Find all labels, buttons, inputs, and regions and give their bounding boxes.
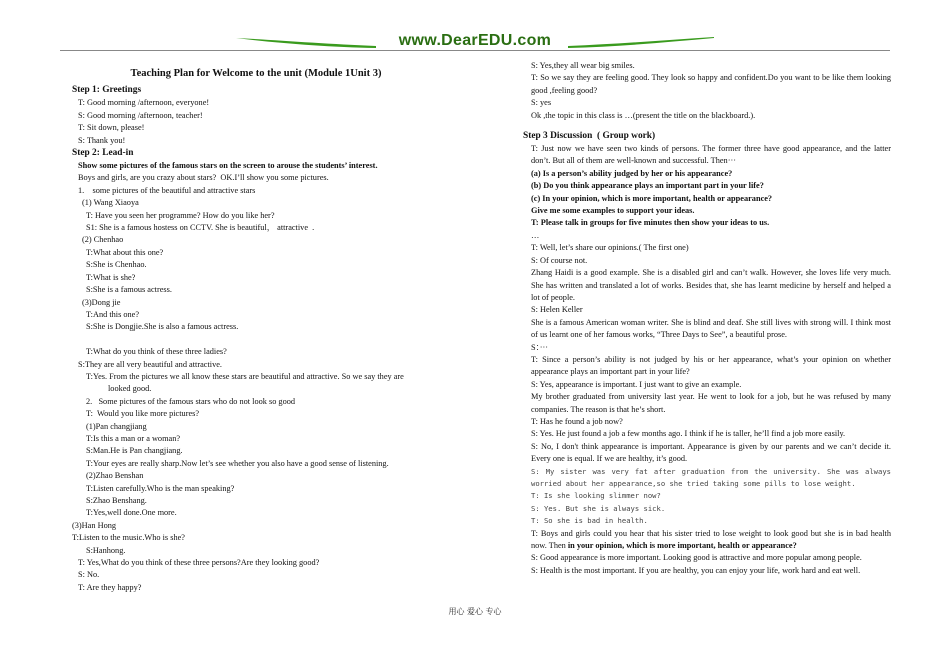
text-line: S: Yes, appearance is important. I just want to give an example. [531, 379, 742, 389]
text-line: She is a famous American woman writer. She is blind and deaf. She still lives with strong will. I think most of us learnt one of her famous works, “Three Days to See”, a beautiful prose. [531, 317, 894, 340]
text-line: (3)Han Hong [72, 520, 117, 530]
text-line: S: Of course not. [531, 255, 588, 265]
text-line: S: Helen Keller [531, 305, 583, 315]
text-line: T:Your eyes are really sharp.Now let’s see whether you also have a good sense of listening. [86, 458, 389, 468]
text-line: Give me some examples to support your ideas. [531, 206, 695, 216]
text-line: (1)Pan changjiang [86, 421, 147, 431]
text-line: looked good. [108, 384, 152, 394]
text-line: Zhang Haidi is a good example. She is a disabled girl and can’t walk. However, she loves life very much. She has written and translated a lot of works. Besides that, she has learnt medicine by herself and helped a lot of people. [531, 268, 894, 302]
text-line: 1. some pictures of the beautiful and attractive stars [78, 185, 256, 195]
text-line: T: Are they happy? [78, 582, 142, 592]
text-line: S: No, I don't think appearance is important. Appearance is given by our parents and we can’t decide it. Every one is equal. If we are healthy, it’s good. [531, 441, 894, 464]
text-line: S:Man.He is Pan changjiang. [86, 446, 183, 456]
text-line: T:Is this a man or a woman? [86, 433, 181, 443]
text-line: T: Would you like more pictures? [86, 409, 200, 419]
page-footer: 用心 爱心 专心 [448, 607, 502, 616]
bold-question: in your opinion, which is more important, health or appearance? [567, 541, 797, 551]
text-line: S:She is a famous actress. [86, 285, 172, 295]
text-line: T: Have you seen her programme? How do you like her? [86, 210, 275, 220]
text-line: S: My sister was very fat after graduation from the university. She was always worried about her appearance,so she tried taking some pills to lose weight. [531, 466, 896, 488]
site-header [60, 30, 890, 52]
text-line: (2) Chenhao [82, 235, 124, 245]
text-line: (c) In your opinion, which is more important, health or appearance? [531, 193, 773, 203]
text-line: 2. Some pictures of the famous stars who do not look so good [86, 396, 296, 406]
text-line: S:Hanhong. [86, 545, 126, 555]
right-column [513, 60, 896, 577]
text-line: T: Is she looking slimmer now? [531, 491, 661, 501]
text-line: S1: She is a famous hostess on CCTV. She is beautiful， attractive . [86, 223, 315, 233]
text-line: Ok ,the topic in this class is …(present the title on the blackboard.). [531, 110, 756, 120]
text-line: T: Since a person’s ability is not judged by his or her appearance, what’s your opinion on whether appearance plays an important part in your life? [531, 354, 894, 377]
text-line: S: Yes,they all wear big smiles. [531, 61, 635, 70]
header-divider [60, 50, 890, 51]
left-column [72, 66, 440, 594]
text-line: S:She is Dongjie.She is also a famous actress. [86, 322, 239, 332]
text-line: T: Just now we have seen two kinds of persons. The former three have good appearance, and the latter don’t. But all of them are well-known and successful. Then··· [531, 144, 894, 166]
text-line: My brother graduated from university last year. He went to look for a job, but he was refused by many companies. The reason is that he’s short. [531, 392, 894, 414]
spacer [72, 334, 440, 346]
text-line: S:She is Chenhao. [86, 260, 147, 270]
text-line: S: Good morning /afternoon, teacher! [78, 110, 203, 120]
text-run: T: Boys and girls could you hear that his sister tried to lose weight to look good but she is in bad health now. Then [531, 528, 894, 551]
text-line: (b) Do you think appearance plays an important part in your life? [531, 181, 764, 191]
text-line: (2)Zhao Benshan [86, 471, 144, 481]
text-line: (a) Is a person’s ability judged by her or his appearance? [531, 168, 733, 178]
text-line: T:What is she? [86, 272, 136, 282]
text-line: T:What do you think of these three ladies? [86, 347, 227, 357]
text-line: S: Yes. But she is always sick. [531, 503, 666, 513]
text-line: T: Has he found a job now? [531, 416, 623, 426]
text-line: T:Yes,well done.One more. [86, 508, 177, 518]
text-line: T:Yes. From the pictures we all know these stars are beautiful and attractive. So we say they are [86, 371, 404, 381]
right-swoosh-decoration [568, 36, 714, 48]
section-heading: Step 2: Lead-in [72, 148, 134, 159]
text-line: S：··· [531, 342, 549, 352]
text-line: S: No. [78, 570, 100, 580]
text-line: T: Please talk in groups for five minutes then show your ideas to us. [531, 218, 770, 228]
text-line: T: Yes,What do you think of these three persons?Are they looking good? [78, 558, 320, 568]
text-line: T:And this one? [86, 309, 140, 319]
text-line: S: Thank you! [78, 135, 126, 145]
text-line: T:Listen carefully.Who is the man speaking? [86, 483, 235, 493]
text-line: (3)Dong jie [82, 297, 121, 307]
text-line: T: Well, let’s share our opinions.( The first one) [531, 243, 689, 253]
text-line: T: Sit down, please! [78, 123, 145, 133]
text-line: Boys and girls, are you crazy about stars? OK.I’ll show you some pictures. [78, 173, 329, 183]
text-line: S:Zhao Benshang. [86, 495, 147, 505]
text-line: S: Good appearance is more important. Looking good is attractive and more popular among people. [531, 553, 862, 563]
text-line: … [531, 230, 540, 240]
text-line: S:They are all very beautiful and attractive. [78, 359, 222, 369]
site-logo-text[interactable]: www.DearEDU.com [398, 32, 552, 49]
text-line: T: So she is bad in health. [531, 516, 648, 526]
text-line: (1) Wang Xiaoya [82, 198, 139, 208]
text-line [513, 528, 894, 553]
section-heading: Step 3 Discussion ( Group work) [523, 131, 656, 142]
text-line: T: Good morning /afternoon, everyone! [78, 98, 210, 108]
text-line: T:Listen to the music.Who is she? [72, 533, 185, 543]
text-line: S: yes [531, 98, 552, 108]
spacer [513, 122, 891, 130]
text-line: S: Health is the most important. If you are healthy, you can enjoy your life, work hard and eat well. [531, 565, 861, 575]
section-heading: Step 1: Greetings [72, 85, 142, 96]
text-line: Show some pictures of the famous stars on the screen to arouse the students’ interest. [78, 161, 378, 171]
text-line: T: So we say they are feeling good. They look so happy and confident.Do you want to be like them looking good ,feeling good? [531, 73, 894, 95]
text-line: T:What about this one? [86, 247, 164, 257]
page-title: Teaching Plan for Welcome to the unit (Module 1Unit 3) [130, 68, 382, 79]
text-line: S: Yes. He just found a job a few months ago. I think if he is taller, he’ll find a job more easily. [531, 429, 846, 439]
